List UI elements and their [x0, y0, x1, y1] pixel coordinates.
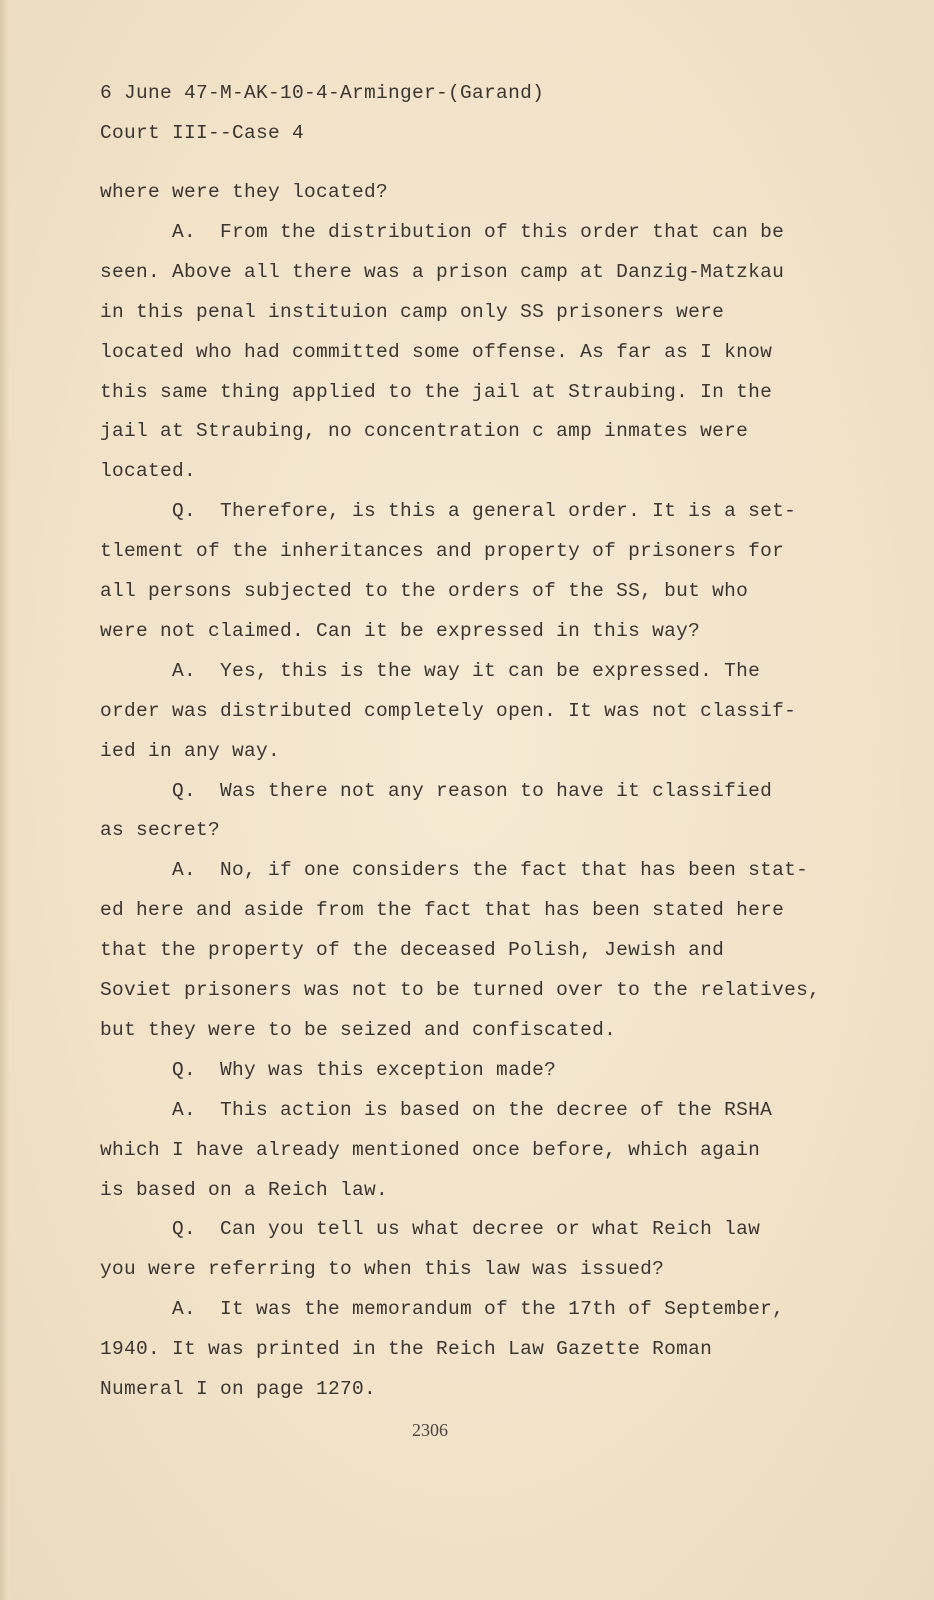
transcript-line: all persons subjected to the orders of the SS, but who — [100, 580, 749, 602]
transcript-line: order was distributed completely open. It was not classif- — [100, 699, 797, 722]
page-number: 2306 — [412, 1420, 448, 1440]
transcript-line: jail at Straubing, no concentration c amp inmates were — [100, 420, 749, 443]
transcript-line: but they were to be seized and confiscated. — [100, 1018, 617, 1041]
transcript-line: Soviet prisoners was not to be turned over to the relatives, — [100, 979, 821, 1001]
transcript-line: A. This action is based on the decree of the RSHA — [100, 1098, 773, 1121]
transcript-line: tlement of the inheritances and property of prisoners for — [100, 540, 785, 563]
transcript-line: seen. Above all there was a prison camp at Danzig-Matzkau — [100, 260, 785, 283]
transcript-line: which I have already mentioned once before, which again — [100, 1138, 761, 1161]
transcript-line: were not claimed. Can it be expressed in this way? — [100, 619, 701, 642]
transcript-line: that the property of the deceased Polish, Jewish and — [100, 939, 725, 962]
transcript-line: Q. Why was this exception made? — [100, 1058, 557, 1081]
transcript-line: A. Yes, this is the way it can be expressed. The — [100, 659, 761, 682]
transcript-line: this same thing applied to the jail at Straubing. In the — [100, 380, 773, 403]
header-court-case: Court III--Case 4 — [100, 122, 305, 144]
transcript-line: you were referring to when this law was issued? — [100, 1258, 665, 1281]
transcript-line: 1940. It was printed in the Reich Law Gazette Roman — [100, 1338, 713, 1361]
transcript-line: where were they located? — [100, 181, 389, 203]
transcript-line: Q. Can you tell us what decree or what Reich law — [100, 1218, 761, 1241]
transcript-line: A. No, if one considers the fact that has been stat- — [100, 859, 809, 882]
transcript-line: Numeral I on page 1270. — [100, 1378, 377, 1400]
transcript-line: A. It was the memorandum of the 17th of September, — [100, 1298, 785, 1321]
transcript-line: located. — [100, 460, 197, 483]
transcript-line: Q. Was there not any reason to have it classified — [100, 779, 773, 802]
transcript-line: ed here and aside from the fact that has been stated here — [100, 899, 785, 922]
transcript-line: as secret? — [100, 819, 221, 842]
transcript-line: ied in any way. — [100, 739, 281, 762]
transcript-line: A. From the distribution of this order that can be — [100, 220, 785, 243]
transcript-line: is based on a Reich law. — [100, 1178, 389, 1201]
header-reference: 6 June 47-M-AK-10-4-Arminger-(Garand) — [100, 82, 545, 104]
transcript-line: Q. Therefore, is this a general order. It is a set- — [100, 500, 797, 523]
page-edge-shadow — [0, 0, 10, 1600]
transcript-line: in this penal instituion camp only SS prisoners were — [100, 300, 725, 323]
transcript-line: located who had committed some offense. As far as I know — [100, 340, 773, 363]
